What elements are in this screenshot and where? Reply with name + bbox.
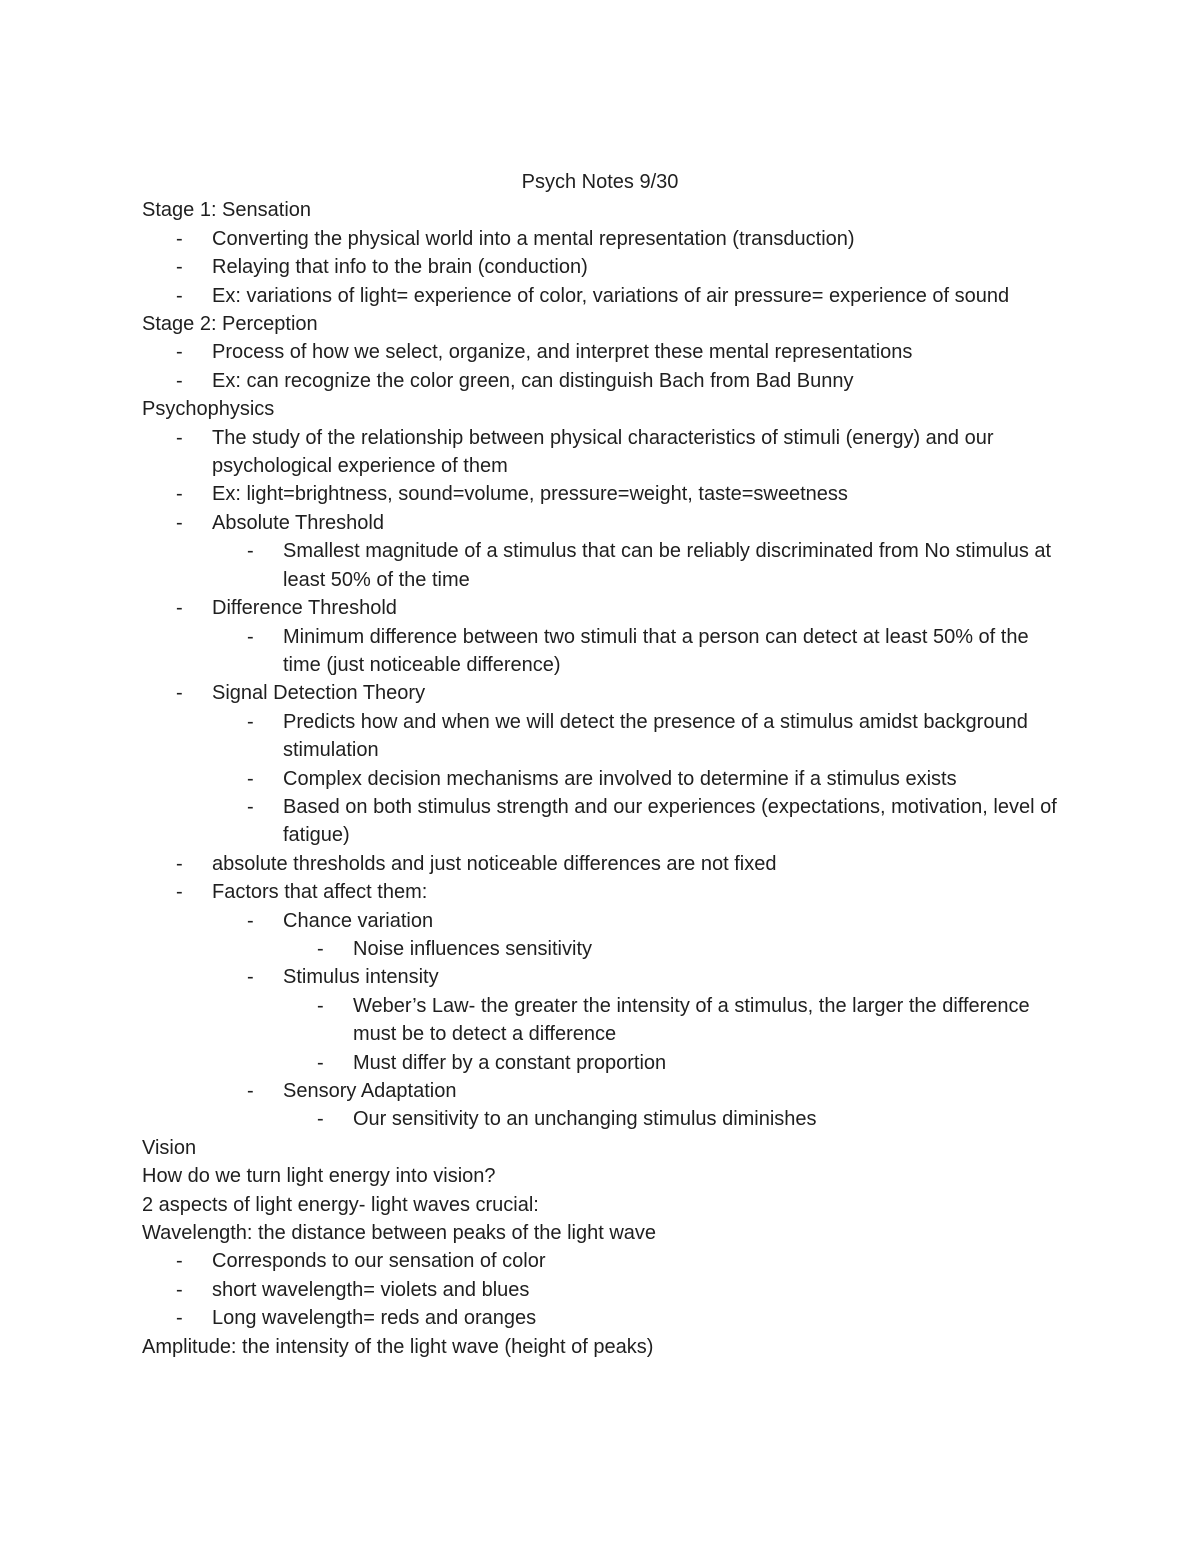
sub-list-item xyxy=(142,907,1058,935)
list-item-text: Relaying that info to the brain (conduction) xyxy=(212,256,588,279)
sub-list-item xyxy=(142,623,1058,680)
vision-question: How do we turn light energy into vision? xyxy=(142,1165,496,1188)
list-dash: - xyxy=(247,909,254,932)
list-dash: - xyxy=(247,966,254,989)
list-item-text: Based on both stimulus strength and our experiences (expectations, motivation, level of fatigue) xyxy=(283,795,1057,847)
sub-sub-list-item xyxy=(142,992,1058,1049)
list-dash: - xyxy=(247,795,254,818)
list-dash: - xyxy=(247,710,254,733)
list-dash: - xyxy=(176,227,183,250)
sub-list-item xyxy=(142,537,1058,594)
list-dash: - xyxy=(176,256,183,279)
list-item-text: Corresponds to our sensation of color xyxy=(212,1250,546,1273)
list-item xyxy=(142,480,1058,508)
section-heading-stage-1: Stage 1: Sensation xyxy=(142,199,312,222)
list-item-text: Our sensitivity to an unchanging stimulus diminishes xyxy=(353,1108,817,1131)
list-item-text: Ex: light=brightness, sound=volume, pressure=weight, taste=sweetness xyxy=(212,483,848,506)
list-item-text: absolute thresholds and just noticeable differences are not fixed xyxy=(212,852,777,875)
list-dash: - xyxy=(176,284,183,307)
list-dash: - xyxy=(176,1307,183,1330)
list-dash: - xyxy=(176,1250,183,1273)
notes-content xyxy=(142,196,1058,1361)
list-item-text: Factors that affect them: xyxy=(212,881,428,904)
list-item-text: Noise influences sensitivity xyxy=(353,937,592,960)
list-item xyxy=(142,253,1058,281)
list-item-text: Minimum difference between two stimuli that a person can detect at least 50% of the time (just noticeable difference) xyxy=(283,625,1029,676)
list-item xyxy=(142,878,1058,906)
list-item xyxy=(142,1247,1058,1275)
list-dash: - xyxy=(176,483,183,506)
list-dash: - xyxy=(317,937,324,960)
section-heading-psychophysics: Psychophysics xyxy=(142,398,275,421)
list-item xyxy=(142,1276,1058,1304)
list-item-text: Must differ by a constant proportion xyxy=(353,1051,667,1074)
sub-list-item xyxy=(142,1077,1058,1105)
wavelength-heading: Wavelength: the distance between peaks of the light wave xyxy=(142,1222,657,1245)
list-dash: - xyxy=(247,625,254,648)
list-dash: - xyxy=(176,682,183,705)
list-item xyxy=(142,424,1058,481)
list-item-text: The study of the relationship between physical characteristics of stimuli (energy) and our psychological experience of them xyxy=(212,426,994,478)
sub-list-item xyxy=(142,765,1058,793)
sub-list-item xyxy=(142,708,1058,765)
list-item xyxy=(142,679,1058,707)
list-dash: - xyxy=(176,597,183,620)
list-item xyxy=(142,282,1058,310)
list-dash: - xyxy=(317,1108,324,1131)
list-dash: - xyxy=(247,540,254,563)
document-title: Psych Notes 9/30 xyxy=(521,171,679,193)
list-item-text: Ex: can recognize the color green, can distinguish Bach from Bad Bunny xyxy=(212,369,854,392)
list-item-text: Signal Detection Theory xyxy=(212,682,426,705)
list-item xyxy=(142,367,1058,395)
section-heading-vision: Vision xyxy=(142,1136,197,1159)
list-item xyxy=(142,1304,1058,1332)
list-item-text: Process of how we select, organize, and interpret these mental representations xyxy=(212,341,913,364)
amplitude-line: Amplitude: the intensity of the light wave (height of peaks) xyxy=(142,1335,654,1358)
list-item-text: Chance variation xyxy=(283,909,434,932)
list-dash: - xyxy=(176,1278,183,1301)
list-item-text: short wavelength= violets and blues xyxy=(212,1278,530,1301)
list-item-text: Absolute Threshold xyxy=(212,511,384,534)
list-item xyxy=(142,338,1058,366)
list-dash: - xyxy=(317,994,324,1017)
list-item-text: Sensory Adaptation xyxy=(283,1080,457,1102)
list-item-text: Predicts how and when we will detect the presence of a stimulus amidst background stimulation xyxy=(283,710,1028,762)
list-item xyxy=(142,594,1058,622)
list-dash: - xyxy=(176,426,183,449)
list-dash: - xyxy=(247,1080,254,1102)
list-item-text: Converting the physical world into a mental representation (transduction) xyxy=(212,227,855,250)
list-item-text: Stimulus intensity xyxy=(283,966,439,989)
list-item-text: Weber’s Law- the greater the intensity of a stimulus, the larger the difference must be to detect a difference xyxy=(353,994,1030,1046)
list-dash: - xyxy=(317,1051,324,1074)
list-dash: - xyxy=(176,852,183,875)
sub-sub-list-item xyxy=(142,1105,1058,1133)
list-dash: - xyxy=(176,881,183,904)
list-item-text: Difference Threshold xyxy=(212,597,397,620)
sub-sub-list-item xyxy=(142,1049,1058,1077)
list-dash: - xyxy=(176,341,183,364)
list-item-text: Ex: variations of light= experience of color, variations of air pressure= experience of sound xyxy=(212,284,1010,307)
sub-list-item xyxy=(142,793,1058,850)
list-item-text: Smallest magnitude of a stimulus that can be reliably discriminated from No stimulus at least 50% of the time xyxy=(283,540,1052,591)
list-dash: - xyxy=(247,767,254,790)
list-item xyxy=(142,225,1058,253)
sub-list-item xyxy=(142,963,1058,991)
sub-sub-list-item xyxy=(142,935,1058,963)
list-item xyxy=(142,509,1058,537)
list-dash: - xyxy=(176,369,183,392)
list-dash: - xyxy=(176,511,183,534)
section-heading-stage-2: Stage 2: Perception xyxy=(142,313,318,336)
list-item-text: Long wavelength= reds and oranges xyxy=(212,1307,537,1330)
list-item-text: Complex decision mechanisms are involved to determine if a stimulus exists xyxy=(283,767,957,790)
vision-aspects: 2 aspects of light energy- light waves crucial: xyxy=(142,1193,539,1216)
list-item xyxy=(142,850,1058,878)
document-body xyxy=(142,168,1062,1361)
